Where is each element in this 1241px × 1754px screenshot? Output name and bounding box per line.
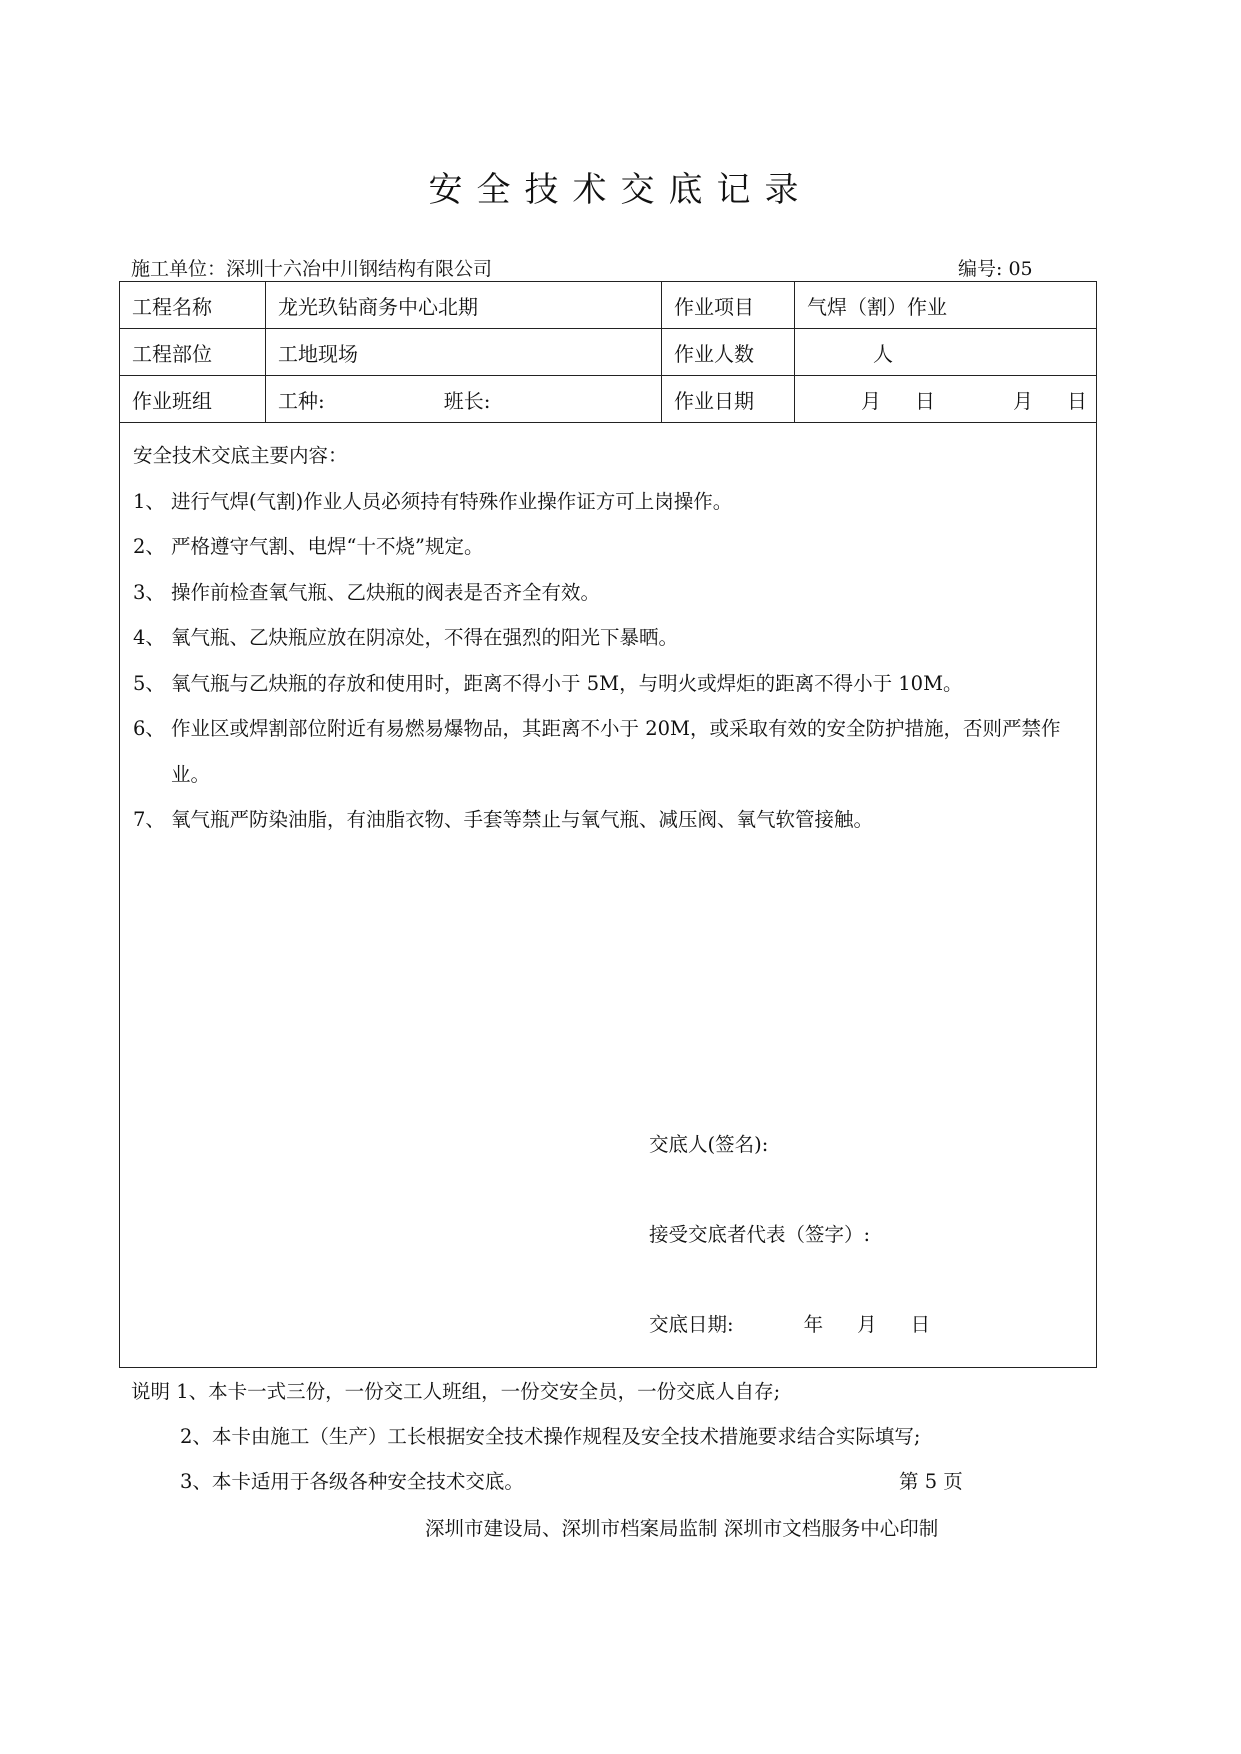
footer-issuer: 深圳市建设局、深圳市档案局监制 深圳市文档服务中心印制 — [425, 1517, 939, 1540]
worker-count-unit: 人 — [873, 341, 893, 366]
list-item — [133, 797, 1088, 843]
project-name-label: 工程名称 — [120, 282, 266, 329]
item-text: 操作前检查氧气瓶、乙炔瓶的阀表是否齐全有效。 — [171, 580, 601, 604]
disclosure-form-table — [119, 281, 1097, 1368]
project-name-value: 龙光玖钻商务中心北期 — [266, 282, 662, 329]
disclosure-date-row — [649, 1309, 930, 1337]
disclosure-year: 年 — [803, 1313, 824, 1336]
disclosure-day: 日 — [910, 1313, 931, 1336]
item-text: 氧气瓶严防染油脂，有油脂衣物、手套等禁止与氧气瓶、减压阀、氧气软管接触。 — [171, 808, 874, 831]
table-row — [120, 423, 1097, 1368]
list-item — [133, 570, 1088, 616]
page-number: 第 5 页 — [899, 1470, 963, 1493]
table-row — [120, 376, 1097, 423]
content-heading: 安全技术交底主要内容： — [133, 444, 348, 467]
item-number: 1、 — [133, 489, 165, 513]
work-date-cell — [795, 376, 1097, 423]
item-number: 3、 — [133, 580, 165, 604]
work-item-value: 气焊（割）作业 — [795, 282, 1097, 329]
leader-label: 班长: — [443, 388, 491, 413]
disclosure-month: 月 — [857, 1313, 877, 1336]
list-item — [133, 479, 1088, 525]
list-item — [133, 524, 1088, 570]
work-item-label: 作业项目 — [662, 282, 795, 329]
trade-label: 工种: — [278, 388, 325, 413]
receiver-signature-label: 接受交底者代表（签字）: — [649, 1223, 871, 1246]
item-text: 作业区或焊割部位附近有易燃易爆物品，其距离不小于 20M，或采取有效的安全防护措施，否则严禁作业。 — [171, 717, 1061, 786]
item-number: 2、 — [133, 535, 165, 558]
project-part-label: 工程部位 — [120, 329, 266, 376]
document-title: 安全技术交底记录 — [428, 170, 813, 210]
item-text: 氧气瓶、乙炔瓶应放在阴凉处，不得在强烈的阳光下暴晒。 — [171, 626, 679, 649]
item-text: 氧气瓶与乙炔瓶的存放和使用时，距离不得小于 5M，与明火或焊炬的距离不得小于 10M。 — [171, 671, 963, 695]
date-day-1: 日 — [915, 388, 935, 413]
team-label: 作业班组 — [120, 376, 266, 423]
item-number: 4、 — [133, 626, 165, 649]
list-item — [133, 615, 1088, 661]
table-row — [120, 282, 1097, 329]
team-cell — [266, 376, 662, 423]
item-number: 6、 — [133, 717, 165, 740]
discloser-signature-label: 交底人(签名): — [649, 1133, 769, 1156]
note-line-2: 2、本卡由施工（生产）工长根据安全技术操作规程及安全技术措施要求结合实际填写; — [180, 1425, 921, 1448]
content-cell — [120, 423, 1097, 1368]
date-day-2: 日 — [1067, 388, 1087, 413]
disclosure-date-label: 交底日期: — [649, 1313, 734, 1336]
date-month-2: 月 — [1013, 388, 1033, 413]
document-number: 编号: 05 — [958, 258, 1033, 280]
work-date-label: 作业日期 — [662, 376, 795, 423]
worker-count-cell — [795, 329, 1097, 376]
list-item — [133, 661, 1088, 707]
item-text: 进行气焊(气割)作业人员必须持有特殊作业操作证方可上岗操作。 — [171, 489, 733, 513]
date-month-1: 月 — [861, 388, 881, 413]
project-part-value: 工地现场 — [266, 329, 662, 376]
list-item — [133, 706, 1088, 797]
note-line-3: 3、本卡适用于各级各种安全技术交底。 — [180, 1470, 524, 1493]
item-number: 5、 — [133, 671, 165, 695]
item-text: 严格遵守气割、电焊“十不烧”规定。 — [171, 535, 484, 558]
table-row — [120, 329, 1097, 376]
construction-unit: 施工单位：深圳十六冶中川钢结构有限公司 — [131, 258, 493, 280]
item-number: 7、 — [133, 808, 165, 831]
note-line-1: 说明 1、本卡一式三份，一份交工人班组，一份交安全员，一份交底人自存; — [131, 1380, 781, 1403]
disclosure-content — [133, 433, 1088, 843]
worker-count-label: 作业人数 — [662, 329, 795, 376]
